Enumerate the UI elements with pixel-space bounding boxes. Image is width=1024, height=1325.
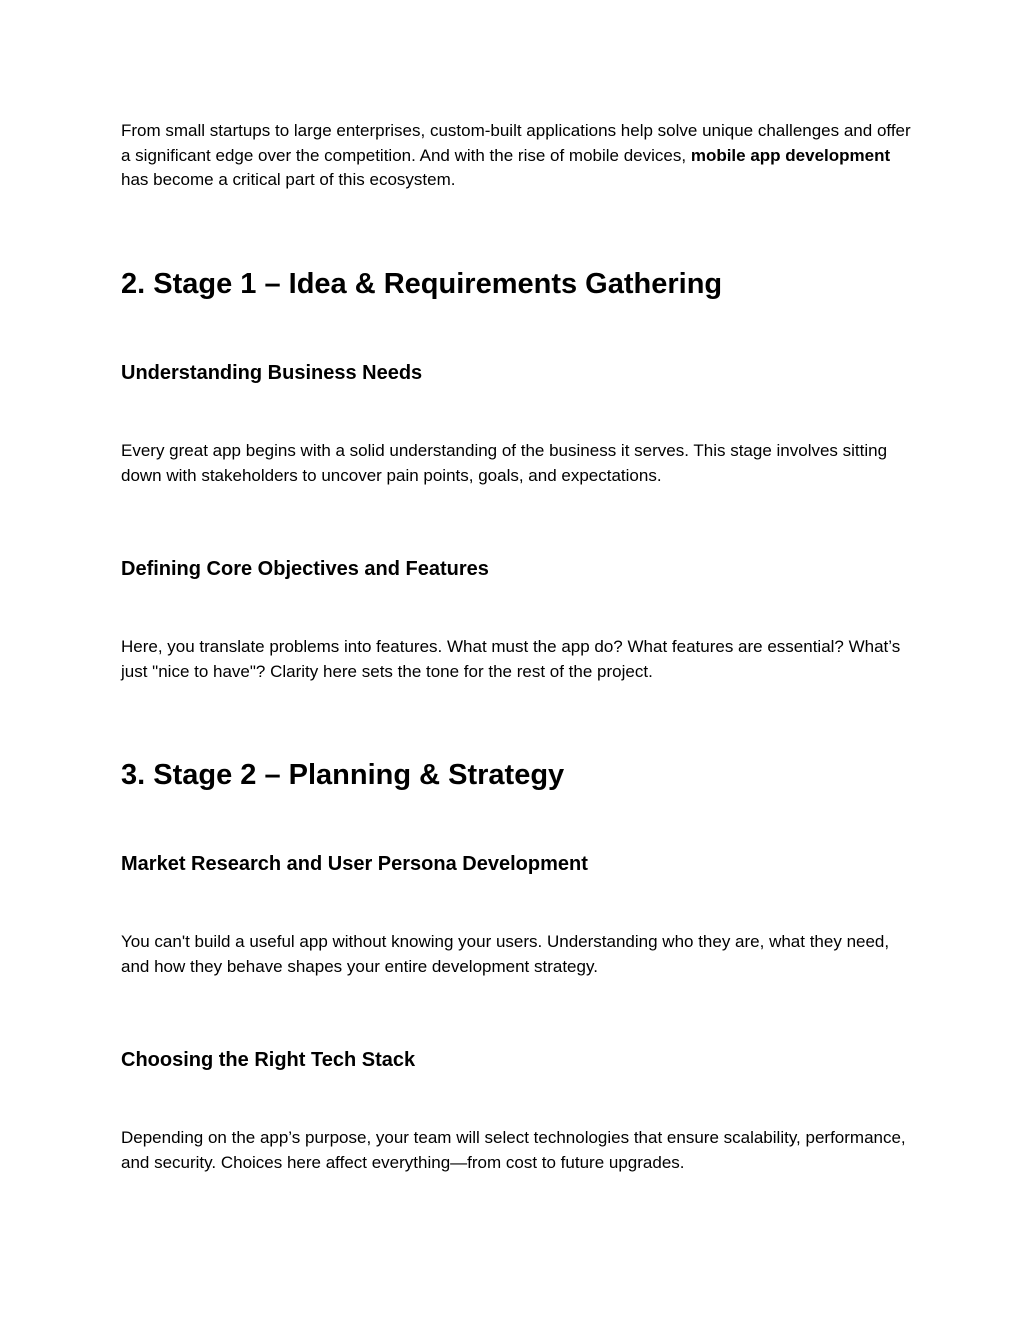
intro-bold-term: mobile app development [690, 145, 891, 165]
subsection-heading-business-needs: Understanding Business Needs [121, 362, 423, 384]
paragraph-market-research: You can't build a useful app without knowing your users. Understanding who they are, what they need, and how they behave shapes your entire development strategy. [121, 932, 890, 976]
section-heading-stage-1: 2. Stage 1 – Idea & Requirements Gathering [121, 268, 723, 300]
intro-text-start: From small startups to large enterprises, custom-built applications help solve unique challenges and offer a significant edge over the competition. And with the rise of mobile devices, [121, 121, 911, 165]
paragraph-tech-stack: Depending on the app’s purpose, your team will select technologies that ensure scalability, performance, and security. Choices here affect everything—from cost to future upgrades. [121, 1128, 906, 1172]
section-heading-stage-2: 3. Stage 2 – Planning & Strategy [121, 759, 565, 791]
subsection-heading-market-research: Market Research and User Persona Development [121, 853, 588, 875]
paragraph-core-objectives: Here, you translate problems into features. What must the app do? What features are essential? What’s just "nice to have"? Clarity here sets the tone for the rest of the project. [121, 637, 901, 681]
subsection-heading-tech-stack: Choosing the Right Tech Stack [121, 1049, 416, 1071]
intro-text-end: has become a critical part of this ecosystem. [121, 170, 456, 189]
paragraph-business-needs: Every great app begins with a solid understanding of the business it serves. This stage involves sitting down with stakeholders to uncover pain points, goals, and expectations. [121, 441, 888, 485]
intro-paragraph [121, 119, 911, 193]
subsection-heading-core-objectives: Defining Core Objectives and Features [121, 558, 489, 580]
